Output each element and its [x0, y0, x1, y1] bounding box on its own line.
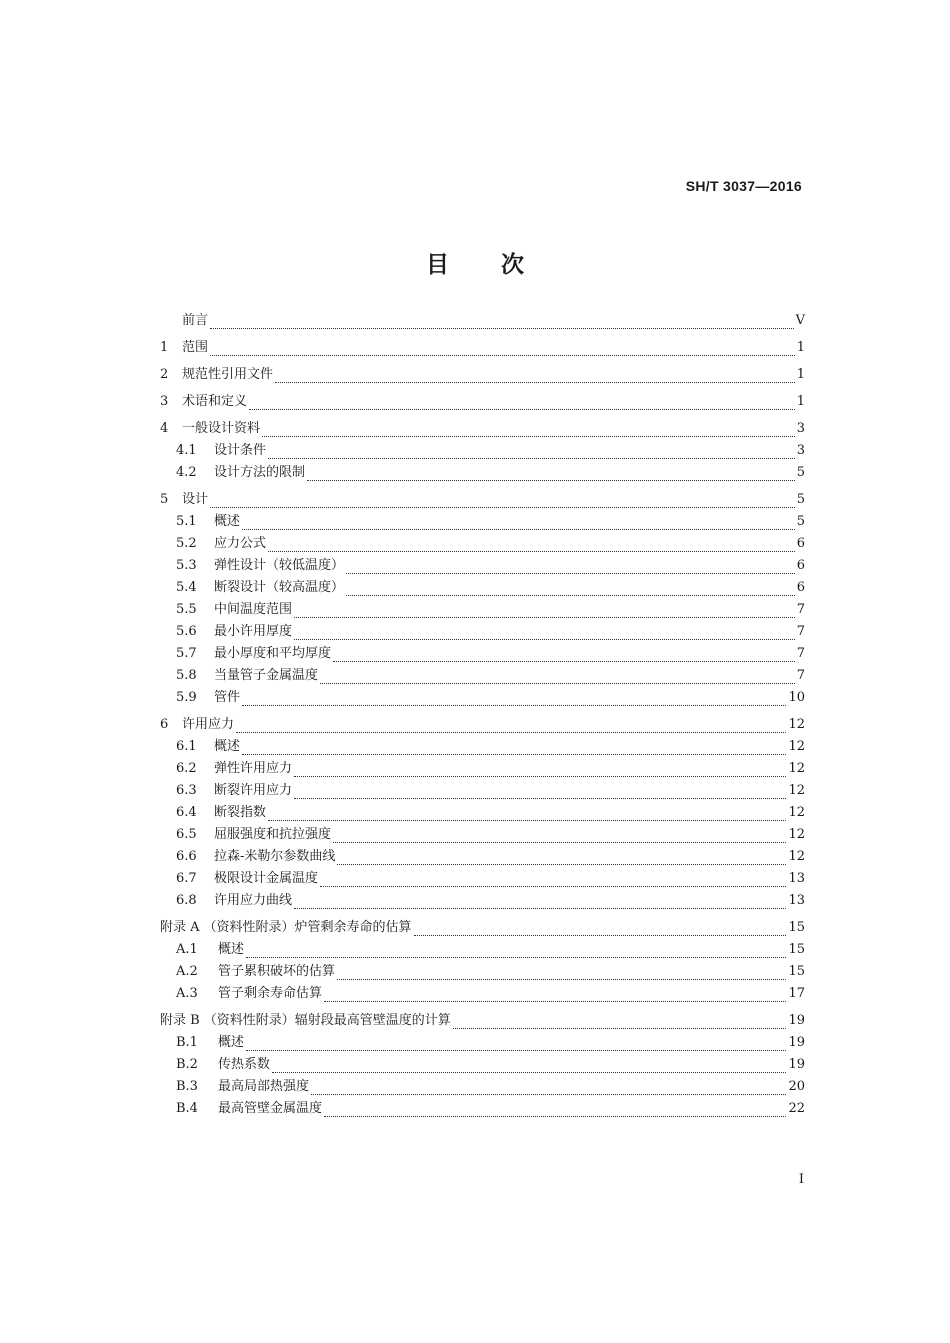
dot-leader	[268, 450, 795, 459]
toc-entry-title: 断裂指数	[214, 805, 267, 820]
toc-entry-number: 6.6	[176, 849, 197, 864]
dot-leader	[268, 812, 786, 821]
dot-leader	[307, 472, 795, 481]
toc-entry-number: 5	[160, 492, 169, 507]
toc-entry-number: 4.1	[176, 443, 197, 458]
toc-entry-title: 最小厚度和平均厚度	[214, 646, 332, 661]
toc-entry[interactable]	[160, 555, 805, 577]
page-number: I	[798, 1172, 804, 1187]
toc-entry[interactable]	[160, 1032, 805, 1054]
toc-entry-number: 5.4	[176, 580, 197, 595]
table-of-contents	[160, 310, 805, 1120]
toc-entry-page: 10	[788, 690, 805, 705]
toc-entry-page: 22	[788, 1101, 805, 1116]
toc-entry[interactable]	[160, 364, 805, 386]
toc-entry-title: 概述	[214, 514, 241, 529]
toc-entry-page: 1	[796, 340, 805, 355]
toc-entry-page: 5	[796, 492, 805, 507]
toc-entry-number: 6.5	[176, 827, 197, 842]
toc-entry[interactable]	[160, 643, 805, 665]
dot-leader	[268, 543, 795, 552]
toc-entry-number: 5.7	[176, 646, 197, 661]
toc-entry[interactable]	[160, 824, 805, 846]
toc-entry[interactable]	[160, 440, 805, 462]
toc-entry[interactable]	[160, 802, 805, 824]
toc-entry-number: 1	[160, 340, 169, 355]
toc-entry-title: 术语和定义	[182, 394, 248, 409]
dot-leader	[337, 856, 786, 865]
dot-leader	[242, 697, 786, 706]
toc-entry-number: 5.6	[176, 624, 197, 639]
dot-leader	[246, 949, 786, 958]
page-title	[0, 246, 950, 279]
toc-entry-title: 弹性许用应力	[214, 761, 293, 776]
toc-entry-page: 15	[788, 942, 805, 957]
toc-entry-page: 12	[788, 783, 805, 798]
toc-entry-page: 13	[788, 871, 805, 886]
toc-entry-number: 6.1	[176, 739, 197, 754]
toc-entry[interactable]	[160, 665, 805, 687]
toc-entry-title: 传热系数	[218, 1057, 271, 1072]
dot-leader	[242, 521, 795, 530]
toc-entry[interactable]	[160, 577, 805, 599]
toc-entry[interactable]	[160, 1010, 805, 1032]
dot-leader	[210, 347, 795, 356]
toc-entry-page: 12	[788, 849, 805, 864]
toc-entry-number: B.2	[176, 1057, 198, 1072]
dot-leader	[414, 927, 787, 936]
toc-entry-title: 概述	[214, 739, 241, 754]
toc-entry-title: 中间温度范围	[214, 602, 293, 617]
toc-entry-number: 4	[160, 421, 169, 436]
toc-entry-number: 6.4	[176, 805, 197, 820]
toc-entry-title: 许用应力曲线	[214, 893, 293, 908]
toc-entry-page: 3	[796, 421, 805, 436]
toc-entry-title: 概述	[218, 942, 245, 957]
toc-entry-page: 19	[788, 1035, 805, 1050]
toc-entry[interactable]	[160, 983, 805, 1005]
dot-leader	[275, 374, 795, 383]
dot-leader	[249, 401, 795, 410]
toc-entry-title: 最高管壁金属温度	[218, 1101, 323, 1116]
dot-leader	[337, 971, 786, 980]
toc-entry-number: 附录 B	[160, 1013, 200, 1028]
toc-entry-page: 1	[796, 367, 805, 382]
toc-entry-page: 5	[796, 514, 805, 529]
dot-leader	[453, 1020, 787, 1029]
toc-entry-title: 管子累积破坏的估算	[218, 964, 336, 979]
toc-entry-title: （资料性附录）炉管剩余寿命的估算	[203, 920, 412, 935]
toc-entry-title: 断裂设计（较高温度）	[214, 580, 345, 595]
toc-entry-number: 5.5	[176, 602, 197, 617]
dot-leader	[333, 834, 786, 843]
toc-entry-title: 管子剩余寿命估算	[218, 986, 323, 1001]
toc-entry[interactable]	[160, 621, 805, 643]
toc-entry-page: 6	[796, 558, 805, 573]
toc-entry-page: 12	[788, 805, 805, 820]
toc-entry-number: 5.9	[176, 690, 197, 705]
dot-leader	[210, 499, 795, 508]
toc-entry-number: 5.2	[176, 536, 197, 551]
toc-entry-number: B.1	[176, 1035, 198, 1050]
toc-entry[interactable]	[160, 1076, 805, 1098]
toc-entry[interactable]	[160, 533, 805, 555]
toc-entry-page: 1	[796, 394, 805, 409]
toc-entry-title: 前言	[182, 313, 209, 328]
toc-entry-page: 13	[788, 893, 805, 908]
toc-entry[interactable]	[160, 418, 805, 440]
dot-leader	[242, 746, 786, 755]
toc-entry[interactable]	[160, 337, 805, 359]
toc-entry-number: 5.3	[176, 558, 197, 573]
toc-entry-title: 范围	[182, 340, 209, 355]
title-char-1: 目	[426, 252, 449, 278]
toc-entry-page: 17	[788, 986, 805, 1001]
dot-leader	[346, 565, 795, 574]
toc-entry-page: 12	[788, 717, 805, 732]
dot-leader	[324, 993, 786, 1002]
toc-entry-page: 3	[796, 443, 805, 458]
dot-leader	[294, 631, 795, 640]
dot-leader	[294, 609, 795, 618]
dot-leader	[346, 587, 795, 596]
toc-entry-number: 3	[160, 394, 169, 409]
toc-entry[interactable]	[160, 780, 805, 802]
dot-leader	[272, 1064, 786, 1073]
toc-entry-page: 19	[788, 1013, 805, 1028]
dot-leader	[210, 320, 794, 329]
toc-entry[interactable]	[160, 687, 805, 709]
toc-entry-title: 一般设计资料	[182, 421, 261, 436]
toc-entry[interactable]	[160, 599, 805, 621]
dot-leader	[236, 724, 786, 733]
toc-entry-title: 管件	[214, 690, 241, 705]
toc-entry-number: A.1	[176, 942, 198, 957]
toc-entry-page: 7	[796, 624, 805, 639]
toc-entry-number: 6.2	[176, 761, 197, 776]
toc-entry-title: 拉森-米勒尔参数曲线	[214, 849, 336, 864]
toc-entry[interactable]	[160, 489, 805, 511]
toc-entry-title: 许用应力	[182, 717, 235, 732]
toc-entry-title: 最小许用厚度	[214, 624, 293, 639]
toc-entry-number: 4.2	[176, 465, 197, 480]
toc-entry-title: 断裂许用应力	[214, 783, 293, 798]
toc-entry-number: 6.7	[176, 871, 197, 886]
dot-leader	[294, 768, 786, 777]
toc-entry[interactable]	[160, 736, 805, 758]
toc-entry-number: 2	[160, 367, 169, 382]
toc-entry[interactable]	[160, 890, 805, 912]
toc-entry[interactable]	[160, 310, 805, 332]
toc-entry[interactable]	[160, 939, 805, 961]
toc-entry[interactable]	[160, 868, 805, 890]
toc-entry-title: 设计条件	[214, 443, 267, 458]
toc-entry-number: B.4	[176, 1101, 198, 1116]
toc-entry[interactable]	[160, 961, 805, 983]
toc-entry[interactable]	[160, 917, 805, 939]
toc-entry-number: 附录 A	[160, 920, 200, 935]
toc-entry-page: 12	[788, 827, 805, 842]
toc-entry-page: 6	[796, 536, 805, 551]
toc-entry-page: 15	[788, 920, 805, 935]
toc-entry-page: 12	[788, 739, 805, 754]
toc-entry[interactable]	[160, 462, 805, 484]
toc-entry[interactable]	[160, 1054, 805, 1076]
toc-entry-title: （资料性附录）辐射段最高管壁温度的计算	[203, 1013, 451, 1028]
toc-entry-page: 15	[788, 964, 805, 979]
toc-entry-title: 屈服强度和抗拉强度	[214, 827, 332, 842]
dot-leader	[311, 1086, 786, 1095]
toc-entry-number: A.2	[176, 964, 198, 979]
dot-leader	[294, 790, 786, 799]
toc-entry[interactable]	[160, 846, 805, 868]
dot-leader	[324, 1108, 786, 1117]
toc-entry-number: 5.1	[176, 514, 197, 529]
dot-leader	[262, 428, 795, 437]
toc-entry-title: 概述	[218, 1035, 245, 1050]
toc-entry[interactable]	[160, 391, 805, 413]
toc-entry-number: 6.3	[176, 783, 197, 798]
toc-entry-page: 19	[788, 1057, 805, 1072]
standard-code: SH/T 3037—2016	[685, 178, 802, 194]
toc-entry-page: 5	[796, 465, 805, 480]
toc-entry-number: 5.8	[176, 668, 197, 683]
toc-entry[interactable]	[160, 714, 805, 736]
toc-entry-page: 6	[796, 580, 805, 595]
toc-entry-title: 设计方法的限制	[214, 465, 306, 480]
toc-entry-page: 7	[796, 668, 805, 683]
toc-entry[interactable]	[160, 758, 805, 780]
toc-entry-title: 应力公式	[214, 536, 267, 551]
toc-entry-title: 极限设计金属温度	[214, 871, 319, 886]
toc-entry-page: 20	[788, 1079, 805, 1094]
toc-entry-title: 弹性设计（较低温度）	[214, 558, 345, 573]
toc-entry-page: V	[795, 313, 805, 328]
dot-leader	[294, 900, 786, 909]
dot-leader	[320, 675, 795, 684]
toc-entry-title: 设计	[182, 492, 209, 507]
toc-entry-title: 当量管子金属温度	[214, 668, 319, 683]
toc-entry[interactable]	[160, 511, 805, 533]
dot-leader	[246, 1042, 786, 1051]
toc-entry-number: 6.8	[176, 893, 197, 908]
toc-entry-page: 7	[796, 646, 805, 661]
dot-leader	[333, 653, 795, 662]
toc-entry-title: 规范性引用文件	[182, 367, 274, 382]
toc-entry-title: 最高局部热强度	[218, 1079, 310, 1094]
dot-leader	[320, 878, 786, 887]
toc-entry-number: 6	[160, 717, 169, 732]
toc-entry-page: 12	[788, 761, 805, 776]
toc-entry[interactable]	[160, 1098, 805, 1120]
toc-entry-number: A.3	[176, 986, 198, 1001]
toc-entry-page: 7	[796, 602, 805, 617]
toc-entry-number: B.3	[176, 1079, 198, 1094]
title-char-2: 次	[501, 252, 524, 278]
